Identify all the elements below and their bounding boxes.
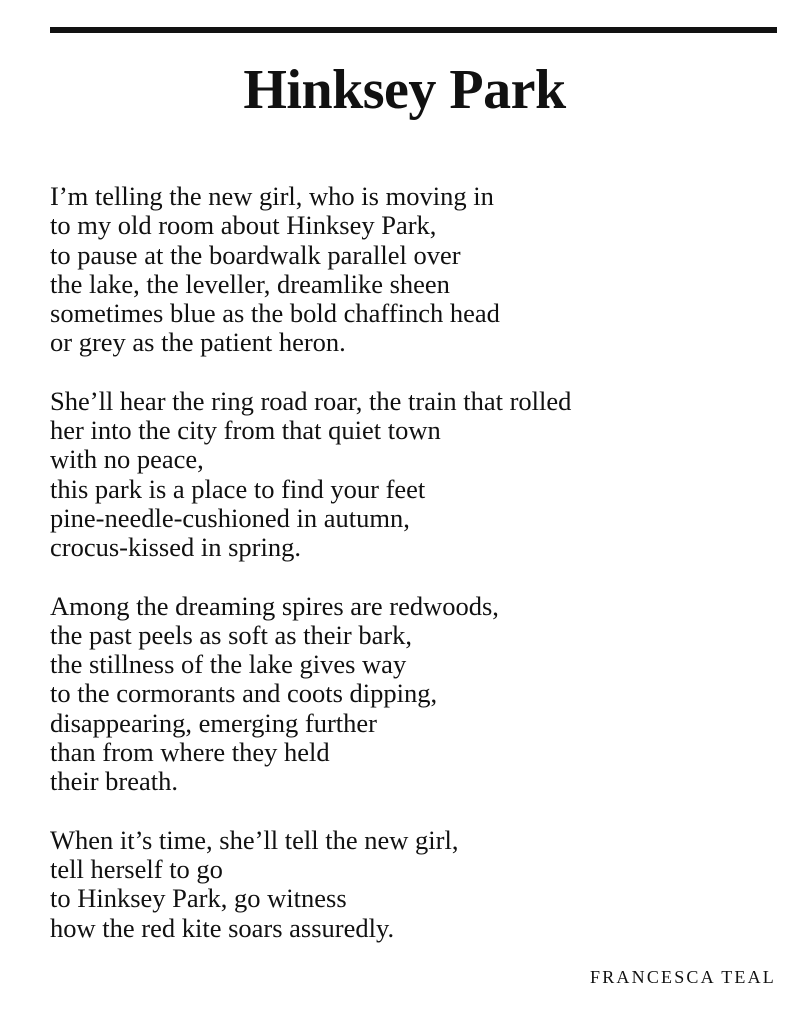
poem-line: When it’s time, she’ll tell the new girl, xyxy=(50,824,459,855)
poem-line: I’m telling the new girl, who is moving in xyxy=(50,181,494,211)
poem-line: the lake, the leveller, dreamlike sheen xyxy=(50,268,450,299)
poem-line: to my old room about Hinksey Park, xyxy=(50,210,437,241)
poem-line: or grey as the patient heron. xyxy=(50,327,346,358)
poem-line: tell herself to go xyxy=(50,853,223,884)
poem-line: pine-needle-cushioned in autumn, xyxy=(50,502,410,533)
poem-line: with no peace, xyxy=(50,444,204,475)
stanza-1 xyxy=(50,182,790,358)
poem-line: to the cormorants and coots dipping, xyxy=(50,678,438,709)
author-name: FRANCESCA TEAL xyxy=(590,967,776,987)
poem-line: how the red kite soars assuredly. xyxy=(50,912,395,943)
stanza-4 xyxy=(50,826,790,943)
poem-line: than from where they held xyxy=(50,737,330,768)
top-rule xyxy=(50,27,777,33)
poem-line: the stillness of the lake gives way xyxy=(50,649,407,680)
poem-line: Among the dreaming spires are redwoods, xyxy=(50,590,499,621)
poem-line: her into the city from that quiet town xyxy=(50,415,441,446)
poem-line: their breath. xyxy=(50,766,179,797)
poem-line: sometimes blue as the bold chaffinch head xyxy=(50,298,500,329)
poem-line: crocus-kissed in spring. xyxy=(50,532,301,563)
poem-title: Hinksey Park xyxy=(243,59,566,121)
poem-line: this park is a place to find your feet xyxy=(50,473,426,504)
poem-line: disappearing, emerging further xyxy=(50,707,377,738)
poem-line: the past peels as soft as their bark, xyxy=(50,619,413,650)
stanza-3 xyxy=(50,592,790,797)
poem-line: to Hinksey Park, go witness xyxy=(50,883,347,914)
stanza-2 xyxy=(50,387,790,563)
poem-line: to pause at the boardwalk parallel over xyxy=(50,239,461,270)
poem-body xyxy=(50,182,790,972)
poem-line: She’ll hear the ring road roar, the train that rolled xyxy=(50,385,572,416)
